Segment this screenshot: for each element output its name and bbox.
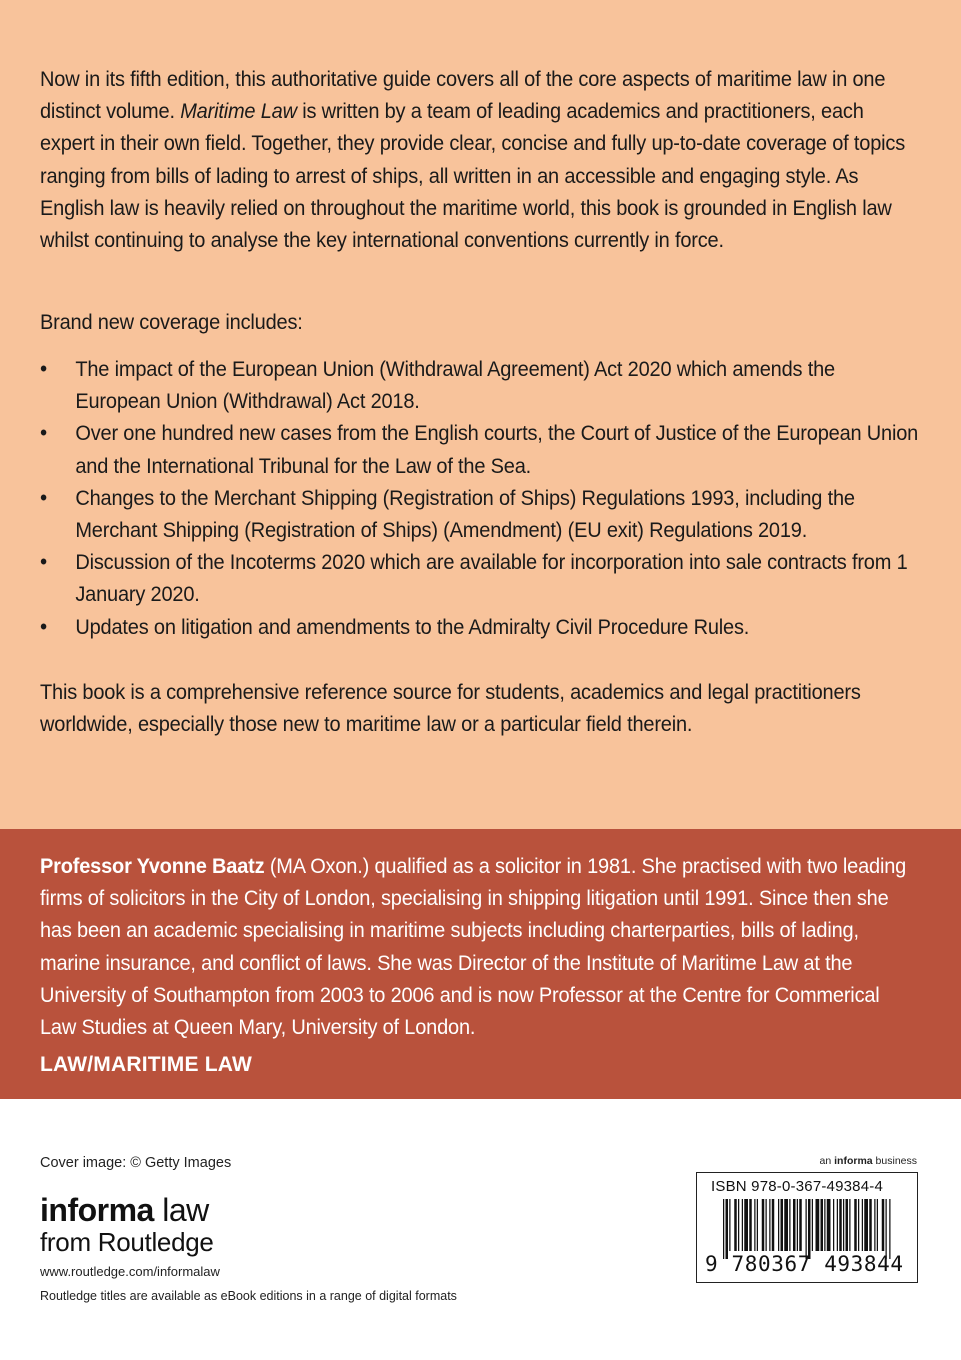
publisher-logo — [40, 1193, 214, 1257]
barcode-bar — [882, 1199, 885, 1251]
ebook-note: Routledge titles are available as eBook editions in a range of digital formats — [40, 1289, 457, 1303]
barcode-bar — [799, 1199, 802, 1251]
cover-credit: Cover image: © Getty Images — [40, 1155, 232, 1171]
barcode-bar — [729, 1199, 730, 1251]
author-bio — [40, 850, 920, 1043]
barcode-bar — [749, 1199, 752, 1251]
barcode-bar — [789, 1199, 790, 1251]
bullet-icon: • — [40, 356, 47, 381]
subject-category: LAW/MARITIME LAW — [40, 1053, 253, 1076]
intro-part1: Now in its fifth edition, this authoritative guide covers all of the core aspects of maritime law in one distinct volume. — [40, 67, 886, 124]
barcode-digits: 9 780367 493844 — [705, 1252, 904, 1276]
isbn-barcode — [696, 1172, 918, 1283]
informa-tag-brand: informa — [834, 1155, 873, 1167]
barcode-bar — [757, 1199, 758, 1251]
list-item-text: Changes to the Merchant Shipping (Registration of Ships) Regulations 1993, including the Merchant Shipping (Registration of Ships) (Amendment) (EU exit) Regulations 2019. — [75, 485, 855, 543]
barcode-bar — [864, 1199, 868, 1251]
barcode-bar — [766, 1199, 767, 1251]
isbn-text: ISBN 978-0-367-49384-4 — [711, 1178, 884, 1195]
list-item-text: Discussion of the Incoterms 2020 which are available for incorporation into sale contracts from 1 January 2020. — [75, 550, 908, 607]
barcode-bar — [833, 1199, 834, 1251]
barcode-bar — [862, 1199, 863, 1251]
barcode-bar — [839, 1199, 842, 1251]
barcode-bar — [846, 1199, 849, 1251]
barcode-icon — [723, 1199, 893, 1259]
list-item — [40, 417, 920, 481]
barcode-bar — [769, 1199, 770, 1251]
barcode-bar — [808, 1199, 811, 1259]
informa-business-tag — [820, 1155, 917, 1167]
publisher-line2: from Routledge — [40, 1227, 214, 1257]
barcode-bar — [869, 1199, 872, 1251]
barcode-bar — [778, 1199, 779, 1251]
barcode-bar — [793, 1199, 796, 1251]
list-item — [40, 546, 920, 610]
brand-new-heading: Brand new coverage includes: — [40, 310, 303, 334]
barcode-bar — [723, 1199, 724, 1259]
barcode-bar — [889, 1199, 890, 1259]
barcode-bar — [762, 1199, 765, 1251]
barcode-bar — [874, 1199, 875, 1251]
closing-paragraph: This book is a comprehensive reference source for students, academics and legal practitioners worldwide, especially those new to maritime law or a particular field therein. — [40, 680, 861, 737]
barcode-bar — [744, 1199, 748, 1251]
barcode-bar — [821, 1199, 824, 1251]
barcode-bar — [772, 1199, 775, 1251]
barcode-bar — [824, 1199, 825, 1251]
intro-paragraph — [40, 63, 920, 256]
informa-tag-suffix: business — [872, 1155, 917, 1167]
author-bio-text: (MA Oxon.) qualified as a solicitor in 1981. She practised with two leading firms of solicitors in the City of London, specialising in shipping litigation until 1991. Since then she has been an academic specialising in maritime subjects including charterparties, bills of lading, marine insurance, and conflict of laws. She was Director of the Institute of Maritime Law at the University of Southampton from 2003 to 2006 and is now Professor at the Centre for Commerical Law Studies at Queen Mary, University of London. — [40, 854, 907, 1040]
barcode-bar — [877, 1199, 878, 1251]
coverage-list — [40, 353, 920, 643]
barcode-bar — [816, 1199, 820, 1251]
bullet-icon: • — [40, 484, 47, 510]
barcode-bar — [806, 1199, 807, 1259]
publisher-line1 — [40, 1193, 214, 1227]
bullet-icon: • — [40, 420, 47, 446]
barcode-bar — [797, 1199, 798, 1251]
informa-tag-prefix: an — [819, 1155, 835, 1167]
barcode-bar — [837, 1199, 838, 1251]
publisher-brand-suffix: law — [153, 1192, 209, 1228]
barcode-bar — [734, 1199, 737, 1251]
list-item — [40, 611, 920, 643]
intro-part2: is written by a team of leading academics and practitioners, each expert in their own field. Together, they provide clear, concise and fully up-to-date coverage of topics ranging from bills of lading to arrest of ships, all written in an accessible and engaging style. As English law is heavily relied on throughout the maritime world, this book is grounded in English law whilst continuing to analyse the key international conventions currently in force. — [40, 99, 906, 253]
barcode-bar — [886, 1199, 887, 1259]
barcode-bar — [754, 1199, 755, 1251]
list-item-text: Over one hundred new cases from the English courts, the Court of Justice of the European Union and the International Tribunal for the Law of the Sea. — [75, 421, 919, 478]
barcode-bar — [827, 1199, 831, 1251]
list-item — [40, 353, 920, 417]
publisher-website: www.routledge.com/informalaw — [40, 1264, 220, 1279]
barcode-bar — [849, 1199, 850, 1251]
barcode-bar — [726, 1199, 729, 1259]
publisher-brand: informa — [40, 1192, 154, 1228]
bullet-icon: • — [40, 613, 47, 639]
list-item-text: Updates on litigation and amendments to the Admiralty Civil Procedure Rules. — [75, 614, 750, 639]
barcode-bar — [854, 1199, 857, 1251]
list-item — [40, 482, 920, 546]
book-title-italic: Maritime Law — [180, 99, 297, 124]
barcode-bar — [812, 1199, 813, 1251]
barcode-bar — [742, 1199, 743, 1251]
barcode-bar — [843, 1199, 844, 1251]
bullet-icon: • — [40, 549, 47, 575]
list-item-text: The impact of the European Union (Withdrawal Agreement) Act 2020 which amends the European Union (Withdrawal) Act 2018. — [75, 357, 835, 414]
author-name: Professor Yvonne Baatz — [40, 854, 265, 878]
barcode-bar — [781, 1199, 784, 1251]
barcode-bar — [738, 1199, 739, 1251]
barcode-bar — [858, 1199, 859, 1251]
barcode-bar — [784, 1199, 788, 1251]
